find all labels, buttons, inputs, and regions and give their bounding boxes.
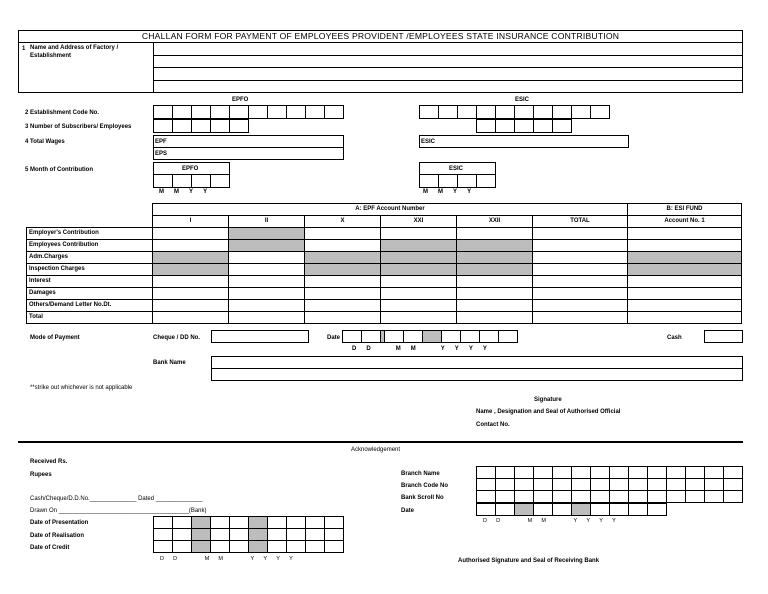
signature-label: Signature <box>534 397 562 403</box>
m1: M <box>204 556 210 562</box>
cheque-dd-input[interactable] <box>211 330 309 343</box>
epfo-mmyy <box>159 189 207 195</box>
table-row <box>27 300 742 312</box>
cheque-dd-label: Cheque / DD No. <box>153 335 201 341</box>
esic-month-inputs[interactable] <box>419 174 496 188</box>
col-header: TOTAL <box>533 216 628 228</box>
m2: M <box>218 556 224 562</box>
col-header: II <box>229 216 305 228</box>
bank-scroll-label: Bank Scroll No <box>401 495 444 501</box>
row-label: Adm.Charges <box>27 252 153 264</box>
cell[interactable] <box>381 276 457 288</box>
esic-mmyy <box>423 189 471 195</box>
shaded-cell <box>229 240 305 252</box>
row-label: Damages <box>27 288 153 300</box>
esic-establishment-code-boxes[interactable] <box>419 105 610 119</box>
cell[interactable] <box>628 288 742 300</box>
esic-subscribers-boxes[interactable] <box>476 119 572 133</box>
y1: Y <box>250 556 255 562</box>
branch-boxes[interactable] <box>476 466 743 503</box>
ack-date-label: Date <box>401 508 415 514</box>
col-header: Account No. 1 <box>628 216 742 228</box>
cell[interactable] <box>628 300 742 312</box>
d2: D <box>496 518 501 524</box>
mmyy-m2: M <box>174 189 180 195</box>
y4: Y <box>612 518 616 524</box>
y1: Y <box>440 346 445 352</box>
cell[interactable] <box>305 276 381 288</box>
month-contribution-label: 5 Month of Contribution <box>25 167 93 173</box>
rupees-label: Rupees <box>30 472 52 478</box>
col-header: X <box>305 216 381 228</box>
establishment-code-label: 2 Establishment Code No. <box>25 110 100 116</box>
cell[interactable] <box>457 228 533 240</box>
mmyy-y1: Y <box>189 189 194 195</box>
section-1-label-line1: Name and Address of Factory / <box>30 45 119 51</box>
cell[interactable] <box>381 228 457 240</box>
cell[interactable] <box>229 264 305 276</box>
drawn-on-line[interactable]: Drawn On _______________________________________(Bank) <box>30 508 207 514</box>
cell[interactable] <box>533 300 628 312</box>
cell[interactable] <box>628 240 742 252</box>
cell[interactable] <box>533 252 628 264</box>
cell[interactable] <box>229 252 305 264</box>
cell[interactable] <box>305 312 381 324</box>
mmyy-m1: M <box>423 189 428 195</box>
realisation-label: Date of Realisation <box>30 533 85 539</box>
epfo-header: EPFO <box>232 97 249 103</box>
acknowledgement-separator <box>18 441 743 443</box>
y2: Y <box>263 556 268 562</box>
d1: D <box>483 518 487 524</box>
cell[interactable] <box>153 300 229 312</box>
table-row <box>27 228 742 240</box>
shaded-cell <box>229 228 305 240</box>
m2: M <box>541 518 547 524</box>
ack-bank-date-boxes[interactable] <box>476 503 667 516</box>
cell[interactable] <box>457 288 533 300</box>
shaded-cell <box>305 252 381 264</box>
mmyy-y1: Y <box>453 189 458 195</box>
cell[interactable] <box>628 276 742 288</box>
d2: D <box>173 556 178 562</box>
esic-wages-label: ESIC <box>421 139 436 145</box>
esic-wages-field[interactable] <box>419 135 629 148</box>
mmyy-m2: M <box>438 189 444 195</box>
bank-name-divider <box>211 368 743 369</box>
y3: Y <box>276 556 280 562</box>
row-label: Employees Contribution <box>27 240 153 252</box>
cell[interactable] <box>229 288 305 300</box>
payment-ddmmyyyy <box>352 346 487 352</box>
cell[interactable] <box>533 312 628 324</box>
branch-name-label: Branch Name <box>401 471 440 477</box>
row-label: Employer's Contribution <box>27 228 153 240</box>
address-line-3[interactable] <box>153 80 742 81</box>
epfo-month-header: EPFO <box>182 166 199 172</box>
strike-note: **strike out whichever is not applicable <box>30 385 133 391</box>
m2: M <box>410 346 416 352</box>
epfo-subscribers-boxes[interactable] <box>153 119 249 133</box>
col-header: XXII <box>457 216 533 228</box>
d1: D <box>160 556 164 562</box>
mode-of-payment-label: Mode of Payment <box>30 335 80 341</box>
epf-wages-label: EPF <box>155 139 167 145</box>
cell[interactable] <box>153 228 229 240</box>
section-1-label-line2: Establishment <box>30 53 72 59</box>
m1: M <box>395 346 401 352</box>
m1: M <box>527 518 533 524</box>
cell[interactable] <box>153 276 229 288</box>
cell[interactable] <box>533 240 628 252</box>
cash-label: Cash <box>667 335 682 341</box>
esic-header: ESIC <box>515 97 530 103</box>
cell[interactable] <box>305 288 381 300</box>
table-row <box>27 240 742 252</box>
epfo-month-inputs[interactable] <box>153 174 230 188</box>
cell[interactable] <box>229 312 305 324</box>
y2: Y <box>454 346 459 352</box>
cell[interactable] <box>381 300 457 312</box>
subscribers-label: 3 Number of Subscribers/ Employees <box>25 124 132 130</box>
branch-code-label: Branch Code No <box>401 483 449 489</box>
cell[interactable] <box>533 276 628 288</box>
esic-month-header: ESIC <box>449 166 464 172</box>
cell[interactable] <box>305 228 381 240</box>
table-row <box>27 264 742 276</box>
cash-input[interactable] <box>704 330 743 343</box>
d2: D <box>366 346 371 352</box>
cell[interactable] <box>305 240 381 252</box>
cell[interactable] <box>153 288 229 300</box>
ack-date-grid[interactable] <box>153 516 344 553</box>
presentation-label: Date of Presentation <box>30 520 89 526</box>
total-wages-label: 4 Total Wages <box>25 139 65 145</box>
shaded-cell <box>628 264 742 276</box>
mmyy-m1: M <box>159 189 164 195</box>
cell[interactable] <box>381 288 457 300</box>
shaded-cell <box>457 240 533 252</box>
table-row <box>27 276 742 288</box>
col-header: XXI <box>381 216 457 228</box>
col-header: I <box>153 216 229 228</box>
cell[interactable] <box>457 276 533 288</box>
shaded-cell <box>381 264 457 276</box>
mmyy-y2: Y <box>203 189 208 195</box>
y4: Y <box>482 346 487 352</box>
cell[interactable] <box>628 312 742 324</box>
shaded-cell <box>628 252 742 264</box>
cell[interactable] <box>457 300 533 312</box>
shaded-cell <box>457 264 533 276</box>
shaded-cell <box>153 252 229 264</box>
shaded-cell <box>153 264 229 276</box>
esi-fund-header: B: ESI FUND <box>628 204 742 216</box>
cash-cheque-line[interactable]: Cash/Cheque/D.D.No.______________ Dated ______________ <box>30 496 203 502</box>
y4: Y <box>289 556 293 562</box>
eps-wages-label: EPS <box>155 151 168 157</box>
epfo-establishment-code-boxes[interactable] <box>153 105 344 119</box>
cell[interactable] <box>533 264 628 276</box>
auth-signature-label: Authorised Signature and Seal of Receiving Bank <box>458 558 600 564</box>
table-row <box>27 288 742 300</box>
shaded-cell <box>381 252 457 264</box>
bank-name-label: Bank Name <box>153 360 186 366</box>
cell[interactable] <box>533 228 628 240</box>
cell[interactable] <box>533 288 628 300</box>
cell[interactable] <box>153 240 229 252</box>
contribution-table <box>26 203 742 324</box>
row-label: Others/Demand Letter No.Dt. <box>27 300 153 312</box>
section-1-number: 1 <box>22 46 26 52</box>
cell[interactable] <box>457 312 533 324</box>
y2: Y <box>586 518 591 524</box>
bank-ddmmyyyy <box>483 518 616 524</box>
table-row <box>27 312 742 324</box>
address-line-1[interactable] <box>153 55 742 56</box>
y3: Y <box>599 518 603 524</box>
cell[interactable] <box>229 276 305 288</box>
address-line-2[interactable] <box>153 67 742 68</box>
y1: Y <box>573 518 578 524</box>
cell[interactable] <box>305 300 381 312</box>
credit-label: Date of Credit <box>30 545 70 551</box>
y3: Y <box>468 346 473 352</box>
contact-no-label: Contact No. <box>476 422 510 428</box>
epf-account-header: A: EPF Account Number <box>153 204 628 216</box>
d1: D <box>352 346 357 352</box>
cell[interactable] <box>628 228 742 240</box>
mmyy-y2: Y <box>467 189 472 195</box>
shaded-cell <box>305 264 381 276</box>
form-title: CHALLAN FORM FOR PAYMENT OF EMPLOYEES PROVIDENT /EMPLOYEES STATE INSURANCE CONTRIBUTION <box>18 30 743 43</box>
payment-date-boxes[interactable] <box>342 330 518 343</box>
shaded-cell <box>457 252 533 264</box>
table-row <box>27 252 742 264</box>
row-label: Interest <box>27 276 153 288</box>
row-label: Total <box>27 312 153 324</box>
row-label: Inspection Charges <box>27 264 153 276</box>
eps-wages-field[interactable] <box>153 147 344 160</box>
date-label: Date <box>327 335 341 341</box>
received-rs-label: Received Rs. <box>30 459 68 465</box>
shaded-cell <box>381 240 457 252</box>
cell[interactable] <box>381 312 457 324</box>
ack-ddmmyyyy <box>160 556 293 562</box>
cell[interactable] <box>229 300 305 312</box>
official-name-label: Name , Designation and Seal of Authorised Official <box>476 409 621 415</box>
cell[interactable] <box>153 312 229 324</box>
acknowledgement-heading: Acknowledgement <box>351 447 401 453</box>
